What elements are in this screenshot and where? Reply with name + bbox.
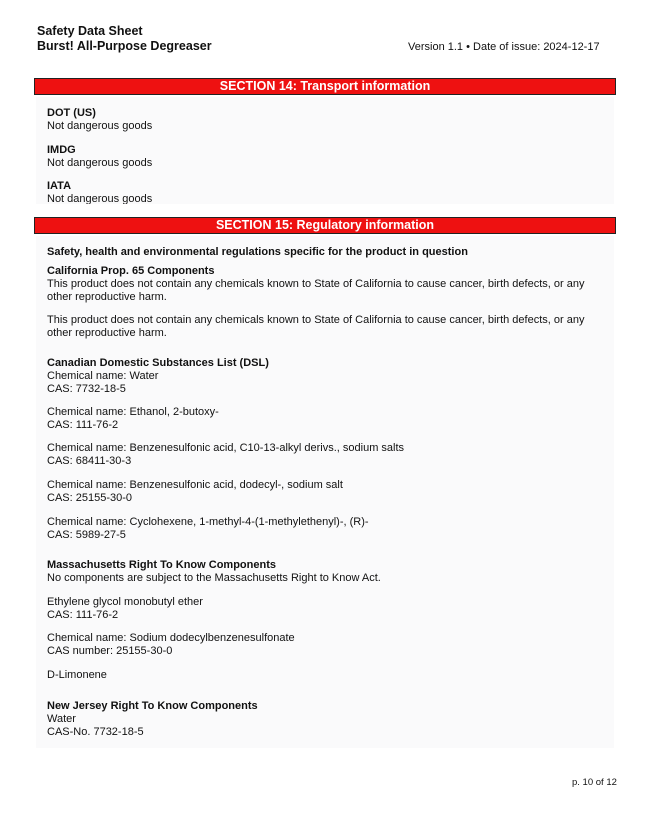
document-header [37,24,617,55]
nj-rtk-item-name: Water [47,713,76,725]
dsl-item-name: Chemical name: Benzenesulfonic acid, C10-13-alkyl derivs., sodium salts [47,442,405,454]
ma-rtk-item-name: Chemical name: Sodium dodecylbenzenesulfonate [47,632,295,644]
ma-rtk-item-cas: CAS number: 25155-30-0 [47,645,173,657]
iata-value: Not dangerous goods [47,193,153,204]
dsl-block [47,357,607,396]
section-14-body [36,97,614,204]
section-15-body [36,236,614,748]
ma-rtk-item-name: Ethylene glycol monobutyl ether [47,596,203,608]
section-15-header: SECTION 15: Regulatory information [34,217,616,234]
dsl-item-name: Chemical name: Ethanol, 2-butoxy- [47,406,219,418]
ma-rtk-item [47,596,607,622]
iata-title: IATA [47,180,72,192]
dsl-item [47,406,607,432]
dsl-item-cas: CAS: 111-76-2 [47,419,119,431]
ma-rtk-item [47,632,607,658]
dsl-item-cas: CAS: 68411-30-3 [47,455,132,467]
dsl-item-name: Chemical name: Water [47,370,159,382]
dsl-item-cas: CAS: 25155-30-0 [47,492,132,504]
ma-rtk-title: Massachusetts Right To Know Components [47,559,276,571]
imdg-value: Not dangerous goods [47,157,153,169]
imdg-block [47,144,607,170]
dsl-item [47,516,607,542]
nj-rtk-block [47,700,607,739]
dot-value: Not dangerous goods [47,120,153,132]
ca-prop65-title: California Prop. 65 Components [47,265,215,277]
ca-prop65-paragraph-2: This product does not contain any chemicals known to State of California to cause cancer, birth defects, or any other reproductive harm. [47,314,585,339]
ma-rtk-item-cas: CAS: 111-76-2 [47,609,119,621]
iata-block [47,180,607,204]
nj-rtk-title: New Jersey Right To Know Components [47,700,258,712]
dsl-item [47,442,607,468]
product-line [37,39,617,55]
ca-prop65-block [47,265,607,303]
dsl-item-cas: CAS: 7732-18-5 [47,383,126,395]
ma-rtk-block [47,559,607,585]
ma-rtk-statement: No components are subject to the Massachusetts Right to Know Act. [47,572,381,584]
dot-block [47,107,607,133]
section-14-header: SECTION 14: Transport information [34,78,616,95]
dsl-item-name: Chemical name: Cyclohexene, 1-methyl-4-(1-methylethenyl)-, (R)- [47,516,369,528]
page-number: p. 10 of 12 [572,777,617,788]
version-date: Version 1.1 • Date of issue: 2024-12-17 [408,41,600,53]
dot-title: DOT (US) [47,107,96,119]
dsl-title: Canadian Domestic Substances List (DSL) [47,357,269,369]
dsl-item [47,479,607,505]
dsl-item-name: Chemical name: Benzenesulfonic acid, dodecyl-, sodium salt [47,479,343,491]
product-name: Burst! All-Purpose Degreaser [37,39,212,53]
ca-prop65-paragraph-1: This product does not contain any chemicals known to State of California to cause cancer, birth defects, or any other reproductive harm. [47,278,585,303]
ma-rtk-item-name: D-Limonene [47,669,107,681]
dsl-item-cas: CAS: 5989-27-5 [47,529,126,541]
nj-rtk-item-cas: CAS-No. 7732-18-5 [47,726,144,738]
imdg-title: IMDG [47,144,76,156]
doc-title: Safety Data Sheet [37,24,143,38]
regulations-intro: Safety, health and environmental regulations specific for the product in question [47,246,468,258]
